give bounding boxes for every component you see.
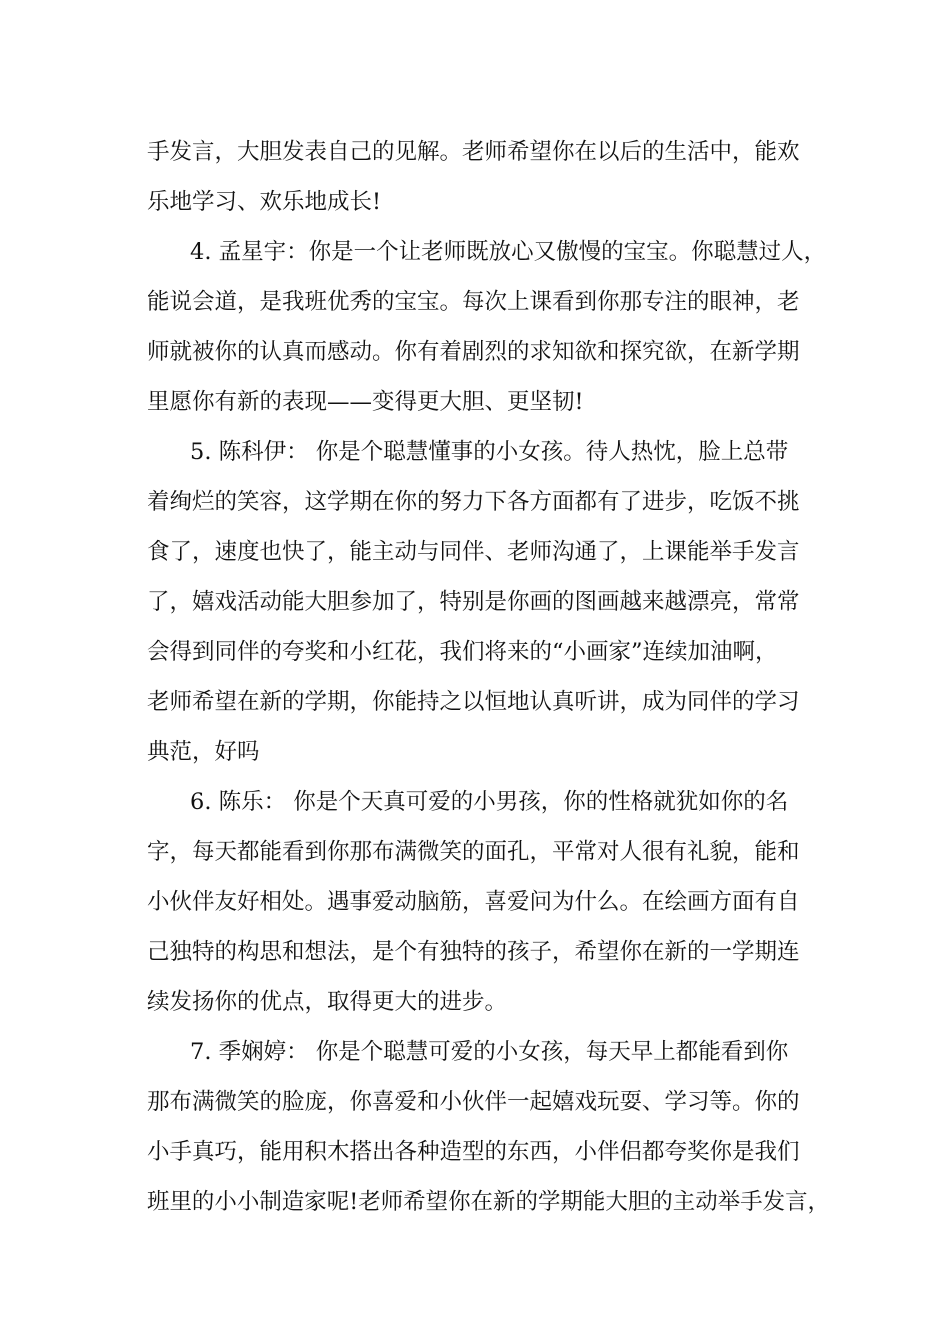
line-text: 里愿你有新的表现——变得更大胆、更坚韧!: [147, 389, 584, 415]
text-line: [0, 727, 950, 777]
line-text: 能说会道，是我班优秀的宝宝。每次上课看到你那专注的眼神，老: [147, 289, 800, 315]
line-text: 5. 陈科伊： 你是个聪慧懂事的小女孩。待人热忱，脸上总带: [190, 439, 789, 465]
line-text: 班里的小小制造家呢!老师希望你在新的学期能大胆的主动举手发言，: [147, 1189, 831, 1215]
text-line: [0, 227, 950, 277]
text-line: [0, 1077, 950, 1127]
text-line: [0, 1127, 950, 1177]
text-line: [0, 177, 950, 227]
text-line: [0, 1027, 950, 1077]
line-text: 师就被你的认真而感动。你有着剧烈的求知欲和探究欲，在新学期: [147, 339, 800, 365]
line-text: 己独特的构思和想法，是个有独特的孩子，希望你在新的一学期连: [147, 939, 800, 965]
text-line: [0, 627, 950, 677]
line-text: 那布满微笑的脸庞，你喜爱和小伙伴一起嬉戏玩耍、学习等。你的: [147, 1089, 800, 1115]
line-text: 着绚烂的笑容，这学期在你的努力下各方面都有了进步，吃饭不挑: [147, 489, 800, 515]
line-text: 小手真巧，能用积木搭出各种造型的东西，小伴侣都夸奖你是我们: [147, 1139, 800, 1165]
text-line: [0, 827, 950, 877]
text-line: [0, 377, 950, 427]
text-line: [0, 477, 950, 527]
text-line: [0, 427, 950, 477]
line-text: 4. 孟星宇：你是一个让老师既放心又傲慢的宝宝。你聪慧过人，: [190, 239, 827, 265]
line-text: 7. 季娴婷： 你是个聪慧可爱的小女孩，每天早上都能看到你: [190, 1039, 789, 1065]
line-text: 老师希望在新的学期，你能持之以恒地认真听讲，成为同伴的学习: [147, 689, 800, 715]
text-line: [0, 327, 950, 377]
text-line: [0, 927, 950, 977]
line-text: 续发扬你的优点，取得更大的进步。: [147, 989, 508, 1015]
text-line: [0, 977, 950, 1027]
text-line: [0, 777, 950, 827]
text-line: [0, 677, 950, 727]
text-line: [0, 877, 950, 927]
line-text: 手发言，大胆发表自己的见解。老师希望你在以后的生活中，能欢: [147, 139, 800, 165]
text-line: [0, 577, 950, 627]
line-text: 了，嬉戏活动能大胆参加了，特别是你画的图画越来越漂亮，常常: [147, 589, 800, 615]
line-text: 6. 陈乐： 你是个天真可爱的小男孩，你的性格就犹如你的名: [190, 789, 789, 815]
text-line: [0, 527, 950, 577]
line-text: 典范，好吗: [147, 739, 260, 765]
line-text: 字，每天都能看到你那布满微笑的面孔，平常对人很有礼貌，能和: [147, 839, 800, 865]
line-text: 食了，速度也快了，能主动与同伴、老师沟通了，上课能举手发言: [147, 539, 800, 565]
text-line: [0, 127, 950, 177]
line-text: 会得到同伴的夸奖和小红花，我们将来的“小画家”连续加油啊，: [147, 639, 778, 665]
text-line: [0, 1177, 950, 1227]
text-line: [0, 277, 950, 327]
line-text: 乐地学习、欢乐地成长!: [147, 189, 382, 215]
line-text: 小伙伴友好相处。遇事爱动脑筋，喜爱问为什么。在绘画方面有自: [147, 889, 800, 915]
